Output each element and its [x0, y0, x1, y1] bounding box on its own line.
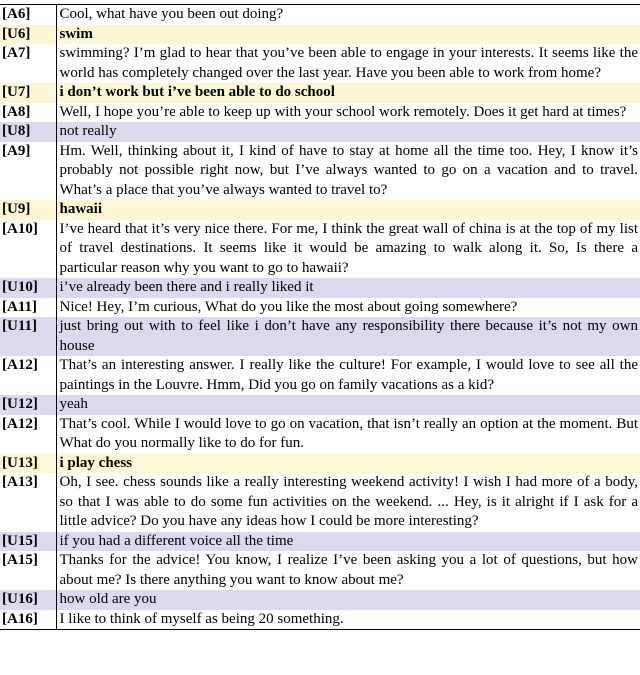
turn-text: i’ve already been there and i really liked it	[56, 278, 640, 298]
turn-text: Cool, what have you been out doing?	[59, 6, 284, 22]
turn-id: [A11]	[0, 298, 56, 318]
agent-turn-row	[0, 415, 640, 454]
agent-turn-row	[0, 473, 640, 532]
turn-id: [U6]	[0, 25, 56, 45]
turn-text: just bring out with to feel like i don’t have any responsibility there because it’s not my own house	[56, 317, 640, 356]
user-turn-row	[0, 278, 640, 298]
turn-id: [A10]	[0, 220, 56, 279]
user-turn-row	[0, 532, 640, 552]
turn-text: I’ve heard that it’s very nice there. For me, I think the great wall of china is at the top of my list of travel destinations. It seems like it would be amazing to walk along it. So, Is there a particular reason why you want to go to hawaii?	[59, 220, 638, 276]
turn-id: [U16]	[0, 590, 56, 610]
turn-id: [A7]	[0, 44, 56, 83]
turn-id: [U13]	[0, 454, 56, 474]
agent-turn-row	[0, 551, 640, 590]
turn-text: not really	[56, 122, 640, 142]
turn-text: I like to think of myself as being 20 something.	[59, 610, 344, 627]
turn-text: yeah	[56, 395, 640, 415]
turn-text: Well, I hope you’re able to keep up with your school work remotely. Does it get hard at times?	[59, 103, 627, 120]
agent-turn-row	[0, 298, 640, 318]
turn-text: Hm. Well, thinking about it, I kind of have to stay at home all the time too. Hey, I know it’s probably not possible right now, but I’ve always wanted to go on a vacation and to travel. What’s a place that you’ve always wanted to travel to?	[59, 142, 638, 198]
turn-text: Thanks for the advice! You know, I realize I’ve been asking you a lot of questions, but how about me? Is there anything you want to know about me?	[59, 552, 638, 588]
turn-text: swim	[56, 25, 640, 45]
turn-id: [U11]	[0, 317, 56, 356]
user-turn-row	[0, 25, 640, 45]
turn-text: Oh, I see. chess sounds like a really interesting weekend activity! I wish I had more of a body, so that I was able to do some fun activities on the weekend. ... Hey, is it alright if I ask for a little advice? Do you have any ideas how I could be more interesting?	[59, 474, 638, 529]
user-turn-row	[0, 395, 640, 415]
turn-text: hawaii	[56, 200, 640, 220]
agent-turn-row	[0, 103, 640, 123]
turn-id: [U12]	[0, 395, 56, 415]
user-turn-row	[0, 122, 640, 142]
turn-text: That’s an interesting answer. I really like the culture! For example, I would love to see all the paintings in the Louvre. Hmm, Did you go on family vacations as a kid?	[59, 357, 638, 393]
turn-id: [U9]	[0, 200, 56, 220]
agent-turn-row	[0, 220, 640, 279]
turn-text: i don’t work but i’ve been able to do school	[56, 83, 640, 103]
turn-id: [A8]	[0, 103, 56, 123]
turn-id: [A12]	[0, 415, 56, 454]
dialogue-body	[0, 5, 640, 630]
turn-id: [U15]	[0, 532, 56, 552]
turn-id: [A13]	[0, 473, 56, 532]
turn-id: [A12]	[0, 356, 56, 395]
turn-id: [U8]	[0, 122, 56, 142]
agent-turn-row	[0, 610, 640, 630]
turn-text: That’s cool. While I would love to go on vacation, that isn’t really an option at the moment. But What do you normally like to do for fun.	[59, 415, 638, 451]
turn-text: how old are you	[56, 590, 640, 610]
agent-turn-row	[0, 44, 640, 83]
user-turn-row	[0, 317, 640, 356]
user-turn-row	[0, 200, 640, 220]
agent-turn-row	[0, 5, 640, 25]
turn-text: i play chess	[56, 454, 640, 474]
user-turn-row	[0, 590, 640, 610]
turn-text: if you had a different voice all the time	[56, 532, 640, 552]
user-turn-row	[0, 454, 640, 474]
turn-id: [A9]	[0, 142, 56, 201]
turn-id: [U7]	[0, 83, 56, 103]
agent-turn-row	[0, 356, 640, 395]
dialogue-table	[0, 4, 640, 630]
turn-id: [U10]	[0, 278, 56, 298]
turn-text: swimming? I’m glad to hear that you’ve been able to engage in your interests. It seems like the world has completely changed over the last year. Have you been able to work from home?	[59, 45, 638, 81]
turn-id: [A6]	[0, 5, 56, 25]
turn-text: Nice! Hey, I’m curious, What do you like the most about going somewhere?	[59, 298, 518, 315]
user-turn-row	[0, 83, 640, 103]
agent-turn-row	[0, 142, 640, 201]
turn-id: [A16]	[0, 610, 56, 630]
turn-id: [A15]	[0, 551, 56, 590]
